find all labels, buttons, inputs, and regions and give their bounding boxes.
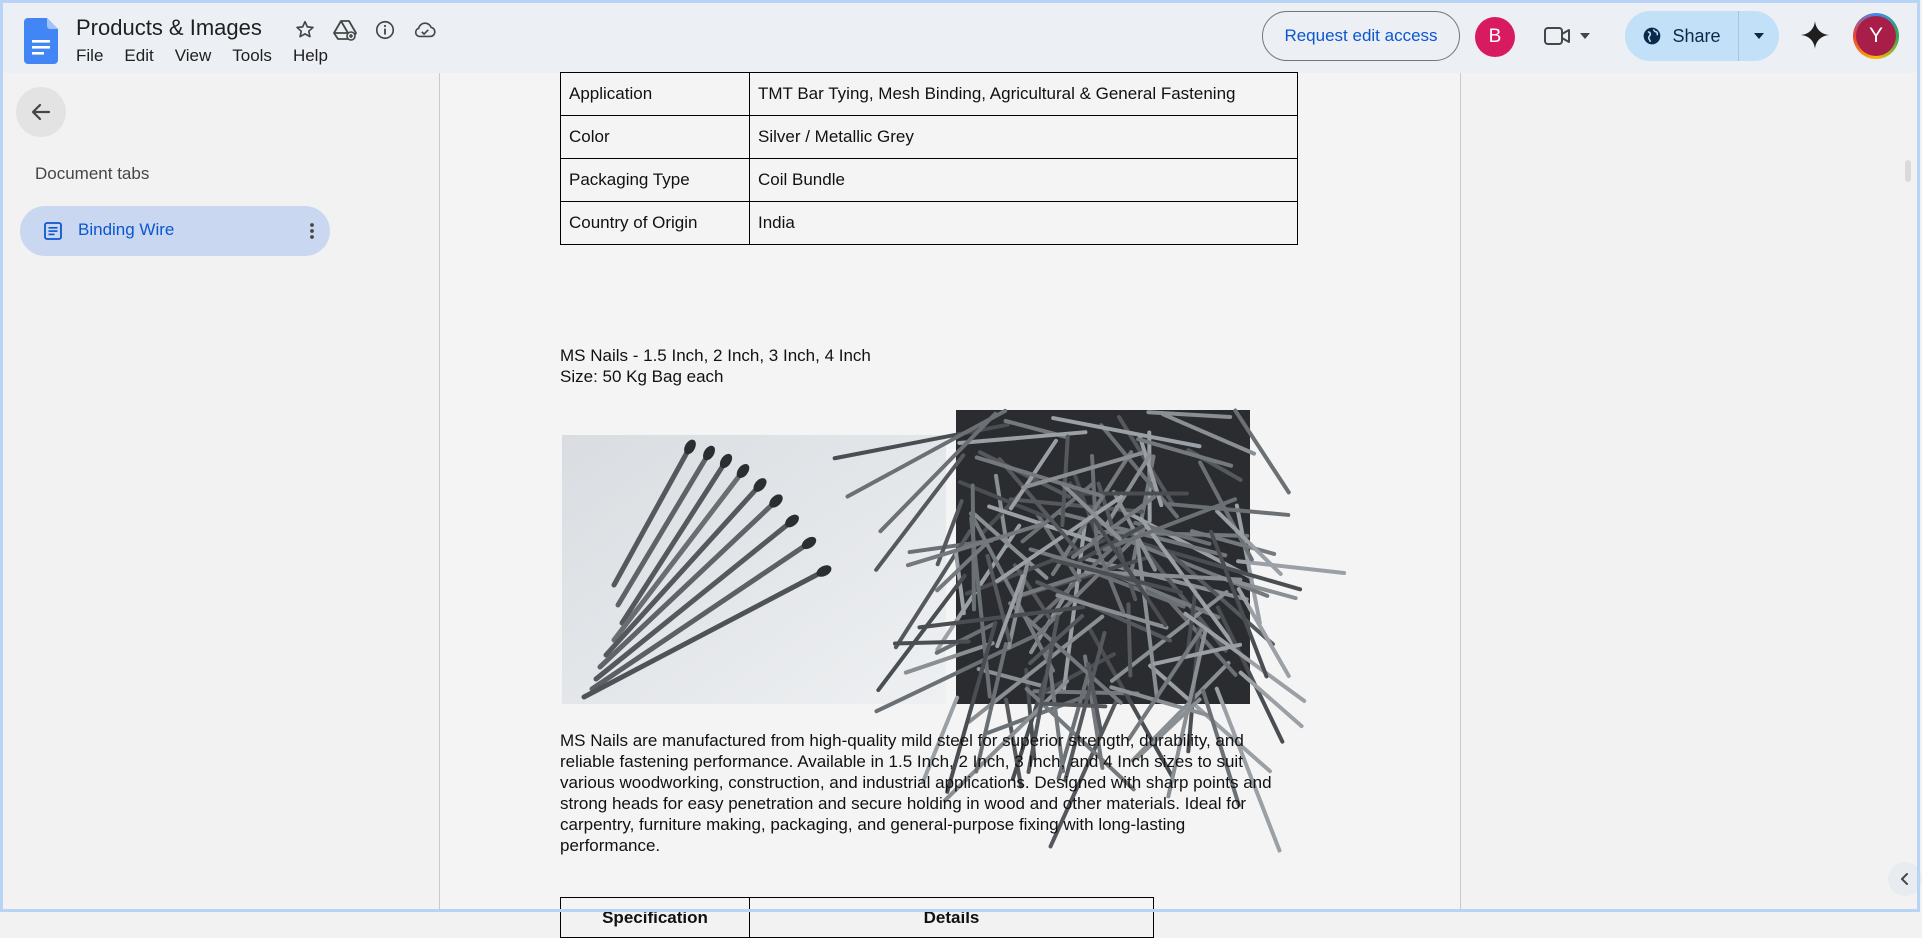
document-tabs-sidebar bbox=[0, 73, 440, 912]
menu-view[interactable]: View bbox=[175, 46, 221, 66]
document-tabs-heading: Document tabs bbox=[35, 164, 149, 184]
more-vert-icon[interactable] bbox=[300, 219, 324, 243]
globe-icon bbox=[1642, 26, 1662, 46]
gemini-sparkle-icon[interactable] bbox=[1800, 20, 1830, 50]
table-header-row bbox=[561, 898, 1154, 938]
spec-value: TMT Bar Tying, Mesh Binding, Agricultural & General Fastening bbox=[750, 73, 1298, 116]
caret-down-icon bbox=[1753, 32, 1765, 40]
description-line: MS Nails are manufactured from high-quality mild steel for superior strength, durability, and bbox=[560, 730, 1350, 751]
description-line: carpentry, furniture making, packaging, and general-purpose fixing with long-lasting bbox=[560, 814, 1350, 835]
product-size: Size: 50 Kg Bag each bbox=[560, 366, 724, 387]
product-title: MS Nails - 1.5 Inch, 2 Inch, 3 Inch, 4 Inch bbox=[560, 345, 871, 366]
star-icon[interactable] bbox=[292, 17, 318, 43]
back-button[interactable] bbox=[16, 87, 66, 137]
column-header: Details bbox=[750, 898, 1154, 938]
next-spec-table bbox=[560, 897, 1154, 938]
caret-down-icon bbox=[1579, 32, 1591, 40]
meet-button[interactable] bbox=[1543, 20, 1599, 52]
document-page[interactable] bbox=[439, 73, 1461, 912]
table-row bbox=[561, 73, 1298, 116]
spec-table bbox=[560, 72, 1298, 245]
nails-pile-image[interactable] bbox=[956, 410, 1250, 704]
tab-binding-wire[interactable] bbox=[20, 206, 330, 256]
table-row bbox=[561, 202, 1298, 245]
menu-help[interactable]: Help bbox=[293, 46, 337, 66]
description-line: strong heads for easy penetration and secure holding in wood and other materials. Ideal for bbox=[560, 793, 1350, 814]
share-label: Share bbox=[1672, 26, 1720, 47]
chevron-left-icon bbox=[1898, 872, 1912, 886]
tab-label: Binding Wire bbox=[78, 220, 174, 240]
menu-edit[interactable]: Edit bbox=[124, 46, 162, 66]
info-icon[interactable] bbox=[372, 17, 398, 43]
vertical-scrollbar[interactable] bbox=[1905, 160, 1911, 182]
table-row bbox=[561, 116, 1298, 159]
spec-value: India bbox=[750, 202, 1298, 245]
product-description bbox=[560, 730, 1350, 856]
right-margin-area bbox=[1461, 73, 1920, 912]
side-panel-toggle-button[interactable] bbox=[1888, 862, 1922, 896]
share-button[interactable] bbox=[1625, 11, 1739, 61]
collaborator-avatar[interactable]: B bbox=[1475, 17, 1515, 57]
spec-value: Silver / Metallic Grey bbox=[750, 116, 1298, 159]
user-avatar-initial: Y bbox=[1856, 16, 1896, 56]
description-line: various woodworking, construction, and industrial applications. Designed with sharp points and bbox=[560, 772, 1350, 793]
description-line: performance. bbox=[560, 835, 1350, 856]
video-camera-icon bbox=[1543, 25, 1571, 47]
document-title[interactable]: Products & Images bbox=[76, 15, 262, 41]
share-options-button[interactable] bbox=[1739, 11, 1779, 61]
column-header: Specification bbox=[561, 898, 750, 938]
menu-tools[interactable]: Tools bbox=[232, 46, 281, 66]
docs-logo-icon[interactable] bbox=[24, 18, 58, 64]
menu-bar bbox=[76, 46, 349, 66]
description-line: reliable fastening performance. Available in 1.5 Inch, 2 Inch, 3 Inch, and 4 Inch sizes to suit bbox=[560, 751, 1350, 772]
spec-key: Application bbox=[561, 73, 750, 116]
user-avatar[interactable] bbox=[1853, 13, 1899, 59]
table-row bbox=[561, 159, 1298, 202]
share-button-group bbox=[1625, 11, 1779, 61]
top-bar bbox=[0, 0, 1920, 73]
spec-key: Country of Origin bbox=[561, 202, 750, 245]
request-edit-access-button[interactable]: Request edit access bbox=[1262, 11, 1460, 61]
spec-key: Packaging Type bbox=[561, 159, 750, 202]
cloud-saved-icon[interactable] bbox=[412, 17, 438, 43]
spec-key: Color bbox=[561, 116, 750, 159]
spec-value: Coil Bundle bbox=[750, 159, 1298, 202]
arrow-back-icon bbox=[29, 100, 53, 124]
document-tab-icon bbox=[44, 222, 62, 240]
menu-file[interactable]: File bbox=[76, 46, 112, 66]
move-to-drive-icon[interactable] bbox=[332, 17, 358, 43]
